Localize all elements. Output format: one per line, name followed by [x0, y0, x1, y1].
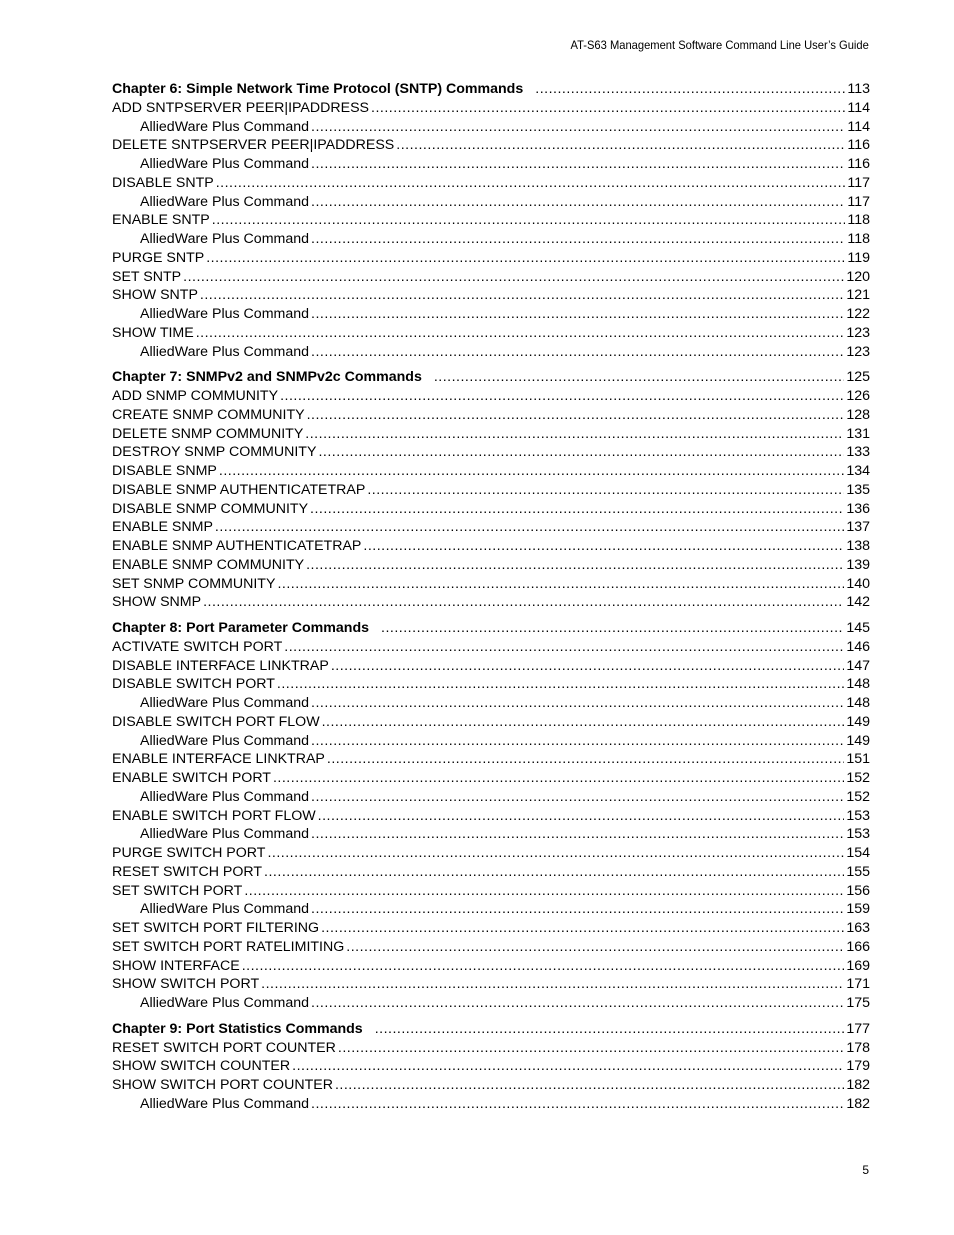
toc-entry[interactable] [112, 211, 870, 230]
toc-entry[interactable] [112, 863, 870, 882]
dot-leader [535, 80, 845, 99]
dot-leader [311, 305, 844, 324]
toc-entry-title: ACTIVATE SWITCH PORT [112, 638, 283, 655]
dot-leader [371, 99, 845, 118]
toc-entry[interactable] [112, 462, 870, 481]
toc-entry-page: 142 [846, 594, 870, 611]
toc-entry-page: 177 [846, 1020, 870, 1037]
toc-entry-title: AlliedWare Plus Command [140, 995, 309, 1011]
toc-entry[interactable] [112, 657, 870, 676]
toc-entry-page: 155 [846, 863, 870, 880]
dot-leader [203, 593, 844, 612]
toc-entry[interactable] [112, 957, 870, 976]
dot-leader [261, 975, 844, 994]
toc-entry-title: DISABLE SNMP COMMUNITY [112, 500, 309, 517]
toc-entry-title: RESET SWITCH PORT COUNTER [112, 1039, 336, 1056]
toc-sub-entry[interactable] [112, 305, 870, 324]
toc-entry-page: 139 [846, 556, 870, 573]
toc-entry-title: AlliedWare Plus Command [140, 695, 309, 711]
toc-entry-page: 145 [846, 620, 870, 636]
toc-entry-title: DISABLE INTERFACE LINKTRAP [112, 657, 329, 674]
toc-entry-title: ENABLE INTERFACE LINKTRAP [112, 751, 325, 768]
dot-leader [310, 500, 844, 519]
dot-leader [375, 1020, 845, 1039]
toc-entry-page: 136 [846, 500, 870, 517]
toc-entry-page: 175 [846, 995, 870, 1011]
toc-entry-page: 151 [846, 751, 870, 768]
toc-entry[interactable] [112, 324, 870, 343]
toc-entry-title: Chapter 7: SNMPv2 and SNMPv2c Commands [112, 369, 422, 386]
toc-entry[interactable] [112, 268, 870, 287]
dot-leader [305, 425, 844, 444]
toc-sub-entry[interactable] [112, 788, 870, 807]
dot-leader [183, 268, 844, 287]
dot-leader [338, 1039, 844, 1058]
toc-entry-title: SHOW SWITCH PORT COUNTER [112, 1077, 333, 1093]
toc-entry-page: 117 [847, 193, 870, 210]
toc-entry[interactable] [112, 500, 870, 519]
toc-entry-title: AlliedWare Plus Command [140, 118, 309, 135]
toc-entry-title: AlliedWare Plus Command [140, 901, 309, 918]
dot-leader [215, 518, 844, 537]
toc-entry-title: AlliedWare Plus Command [140, 306, 309, 322]
toc-sub-entry[interactable] [112, 230, 870, 249]
toc-sub-entry[interactable] [112, 343, 870, 362]
toc-entry-page: 133 [846, 444, 870, 461]
toc-entry[interactable] [112, 713, 870, 732]
dot-leader [311, 1095, 844, 1114]
toc-sub-entry[interactable] [112, 1095, 870, 1114]
toc-entry-title: Chapter 9: Port Statistics Commands [112, 1020, 363, 1037]
toc-sub-entry[interactable] [112, 155, 870, 174]
dot-leader [311, 788, 844, 807]
toc-entry-title: PURGE SNTP [112, 249, 205, 266]
toc-entry-page: 114 [847, 118, 870, 135]
dot-leader [434, 368, 844, 387]
toc-entry-page: 126 [846, 388, 870, 404]
toc-entry-title: SHOW INTERFACE [112, 957, 240, 974]
table-of-contents [112, 80, 870, 1114]
dot-leader [273, 769, 844, 788]
toc-entry-title: CREATE SNMP COMMUNITY [112, 406, 305, 423]
dot-leader [284, 638, 844, 657]
toc-entry-page: 153 [846, 807, 870, 824]
dot-leader [311, 994, 844, 1013]
toc-entry-title: ENABLE SNMP AUTHENTICATETRAP [112, 538, 362, 554]
toc-entry[interactable] [112, 99, 870, 118]
dot-leader [200, 286, 844, 305]
toc-entry-title: ENABLE SWITCH PORT [112, 770, 271, 786]
toc-chapter-entry[interactable] [112, 80, 870, 99]
toc-entry-page: 120 [846, 268, 870, 285]
dot-leader [244, 882, 844, 901]
dot-leader [311, 825, 844, 844]
dot-leader [242, 957, 845, 976]
dot-leader [216, 174, 846, 193]
page-number: 5 [862, 1163, 869, 1177]
dot-leader [307, 406, 845, 425]
dot-leader [367, 481, 844, 500]
toc-entry[interactable] [112, 638, 870, 657]
toc-entry[interactable] [112, 387, 870, 406]
dot-leader [267, 844, 844, 863]
toc-entry[interactable] [112, 1039, 870, 1058]
dot-leader [311, 900, 844, 919]
dot-leader [219, 462, 844, 481]
toc-entry-page: 116 [847, 137, 870, 154]
toc-sub-entry[interactable] [112, 900, 870, 919]
dot-leader [331, 657, 845, 676]
toc-sub-entry[interactable] [112, 732, 870, 751]
toc-entry-page: 171 [846, 976, 870, 993]
toc-entry[interactable] [112, 938, 870, 957]
running-header: AT-S63 Management Software Command Line User’s Guide [570, 38, 869, 52]
toc-entry-title: SHOW SWITCH PORT [112, 976, 260, 993]
toc-entry-page: 179 [846, 1058, 870, 1075]
toc-entry-title: ENABLE SWITCH PORT FLOW [112, 807, 316, 824]
toc-entry-title: SET SWITCH PORT RATELIMITING [112, 938, 345, 955]
toc-entry-title: AlliedWare Plus Command [140, 1095, 309, 1112]
dot-leader [311, 118, 845, 137]
dot-leader [311, 193, 845, 212]
toc-entry-page: 169 [846, 957, 870, 974]
toc-chapter-entry[interactable] [112, 619, 870, 638]
toc-entry-title: AlliedWare Plus Command [140, 732, 309, 749]
toc-entry-title: SHOW SNTP [112, 287, 198, 304]
toc-entry-title: PURGE SWITCH PORT [112, 845, 266, 861]
toc-entry[interactable] [112, 1057, 870, 1076]
toc-entry-page: 153 [846, 826, 870, 843]
dot-leader [335, 1076, 844, 1095]
toc-entry-title: DESTROY SNMP COMMUNITY [112, 444, 317, 461]
toc-entry[interactable] [112, 807, 870, 826]
toc-entry[interactable] [112, 593, 870, 612]
toc-entry-title: SET SWITCH PORT [112, 882, 243, 899]
toc-entry-page: 135 [846, 481, 870, 498]
toc-entry-page: 149 [846, 713, 870, 730]
dot-leader [311, 694, 844, 713]
toc-entry[interactable] [112, 675, 870, 694]
toc-entry-title: AlliedWare Plus Command [140, 788, 309, 805]
toc-entry-title: AlliedWare Plus Command [140, 156, 309, 172]
toc-sub-entry[interactable] [112, 193, 870, 212]
dot-leader [327, 750, 844, 769]
toc-entry-page: 118 [847, 231, 870, 247]
dot-leader [212, 211, 846, 230]
toc-entry-page: 163 [846, 920, 870, 936]
dot-leader [277, 675, 844, 694]
toc-entry[interactable] [112, 537, 870, 556]
toc-entry-page: 131 [846, 425, 870, 442]
toc-entry-title: DELETE SNMP COMMUNITY [112, 425, 304, 442]
dot-leader [311, 230, 845, 249]
toc-entry-page: 113 [847, 81, 870, 97]
toc-entry-title: Chapter 8: Port Parameter Commands [112, 620, 370, 636]
dot-leader [318, 443, 844, 462]
dot-leader [381, 619, 844, 638]
toc-entry-page: 122 [846, 306, 870, 322]
toc-entry-page: 182 [846, 1077, 870, 1093]
toc-entry-title: SHOW SWITCH COUNTER [112, 1058, 291, 1075]
toc-entry-page: 123 [846, 324, 870, 341]
toc-entry[interactable] [112, 882, 870, 901]
toc-entry[interactable] [112, 406, 870, 425]
toc-entry-title: DISABLE SWITCH PORT [112, 676, 275, 693]
toc-entry-title: SET SNTP [112, 268, 182, 285]
toc-entry-page: 118 [847, 212, 870, 229]
toc-entry-title: DISABLE SNTP [112, 174, 214, 191]
toc-entry-page: 138 [846, 538, 870, 554]
toc-entry[interactable] [112, 844, 870, 863]
toc-entry-title: DELETE SNTPSERVER PEER|IPADDRESS [112, 137, 395, 154]
toc-entry-page: 123 [846, 343, 870, 360]
toc-entry-page: 128 [846, 406, 870, 423]
dot-leader [318, 807, 845, 826]
toc-entry-page: 159 [846, 901, 870, 918]
toc-entry-title: RESET SWITCH PORT [112, 863, 263, 880]
toc-entry[interactable] [112, 481, 870, 500]
toc-entry[interactable] [112, 425, 870, 444]
toc-entry-page: 116 [847, 156, 870, 172]
toc-sub-entry[interactable] [112, 825, 870, 844]
toc-entry-page: 121 [846, 287, 870, 304]
toc-entry-page: 146 [846, 638, 870, 655]
dot-leader [311, 155, 845, 174]
toc-entry-title: DISABLE SNMP AUTHENTICATETRAP [112, 481, 366, 498]
toc-entry[interactable] [112, 286, 870, 305]
toc-entry[interactable] [112, 919, 870, 938]
toc-entry-page: 148 [846, 695, 870, 711]
toc-entry-title: Chapter 6: Simple Network Time Protocol (SNTP) Commands [112, 81, 524, 97]
toc-entry[interactable] [112, 443, 870, 462]
toc-entry[interactable] [112, 575, 870, 594]
toc-entry-page: 147 [846, 657, 870, 674]
toc-entry[interactable] [112, 975, 870, 994]
toc-entry[interactable] [112, 249, 870, 268]
toc-entry-page: 117 [847, 174, 870, 191]
toc-entry-title: ADD SNMP COMMUNITY [112, 388, 279, 404]
toc-entry-page: 156 [846, 882, 870, 899]
toc-entry[interactable] [112, 769, 870, 788]
toc-entry-page: 166 [846, 938, 870, 955]
dot-leader [206, 249, 845, 268]
dot-leader [321, 919, 844, 938]
toc-entry-title: SHOW SNMP [112, 594, 202, 611]
toc-entry[interactable] [112, 518, 870, 537]
dot-leader [280, 387, 844, 406]
dot-leader [306, 556, 844, 575]
toc-chapter-entry[interactable] [112, 1020, 870, 1039]
toc-sub-entry[interactable] [112, 694, 870, 713]
toc-entry-title: DISABLE SNMP [112, 463, 217, 479]
dot-leader [196, 324, 845, 343]
toc-entry-page: 140 [846, 575, 870, 592]
toc-entry-title: DISABLE SWITCH PORT FLOW [112, 713, 320, 730]
toc-entry-title: ENABLE SNMP [112, 519, 213, 536]
toc-entry-title: ENABLE SNMP COMMUNITY [112, 556, 305, 573]
toc-entry-page: 178 [846, 1039, 870, 1056]
toc-entry[interactable] [112, 174, 870, 193]
toc-sub-entry[interactable] [112, 994, 870, 1013]
toc-entry-title: AlliedWare Plus Command [140, 343, 309, 360]
toc-entry-page: 119 [847, 249, 870, 266]
toc-entry-page: 148 [846, 676, 870, 693]
toc-entry[interactable] [112, 750, 870, 769]
toc-entry-title: AlliedWare Plus Command [140, 193, 309, 210]
toc-entry-page: 137 [846, 519, 870, 536]
dot-leader [277, 575, 844, 594]
toc-entry[interactable] [112, 1076, 870, 1095]
toc-entry[interactable] [112, 136, 870, 155]
dot-leader [396, 136, 845, 155]
dot-leader [292, 1057, 844, 1076]
toc-entry-page: 114 [847, 99, 870, 116]
toc-entry-page: 154 [846, 845, 870, 861]
dot-leader [363, 537, 844, 556]
dot-leader [264, 863, 844, 882]
toc-entry[interactable] [112, 556, 870, 575]
dot-leader [311, 343, 844, 362]
dot-leader [346, 938, 844, 957]
toc-entry-title: SET SNMP COMMUNITY [112, 575, 276, 592]
toc-entry-title: SET SWITCH PORT FILTERING [112, 920, 320, 936]
toc-entry-title: SHOW TIME [112, 324, 194, 341]
toc-entry-page: 182 [846, 1095, 870, 1112]
toc-entry-page: 149 [846, 732, 870, 749]
toc-entry-title: ENABLE SNTP [112, 212, 210, 229]
toc-entry-page: 134 [846, 463, 870, 479]
toc-entry-page: 125 [846, 369, 870, 386]
dot-leader [311, 732, 844, 751]
toc-sub-entry[interactable] [112, 118, 870, 137]
toc-entry-title: ADD SNTPSERVER PEER|IPADDRESS [112, 99, 370, 116]
toc-chapter-entry[interactable] [112, 368, 870, 387]
toc-entry-page: 152 [846, 770, 870, 786]
dot-leader [322, 713, 845, 732]
toc-entry-title: AlliedWare Plus Command [140, 231, 309, 247]
toc-entry-title: AlliedWare Plus Command [140, 826, 309, 843]
toc-entry-page: 152 [846, 788, 870, 805]
